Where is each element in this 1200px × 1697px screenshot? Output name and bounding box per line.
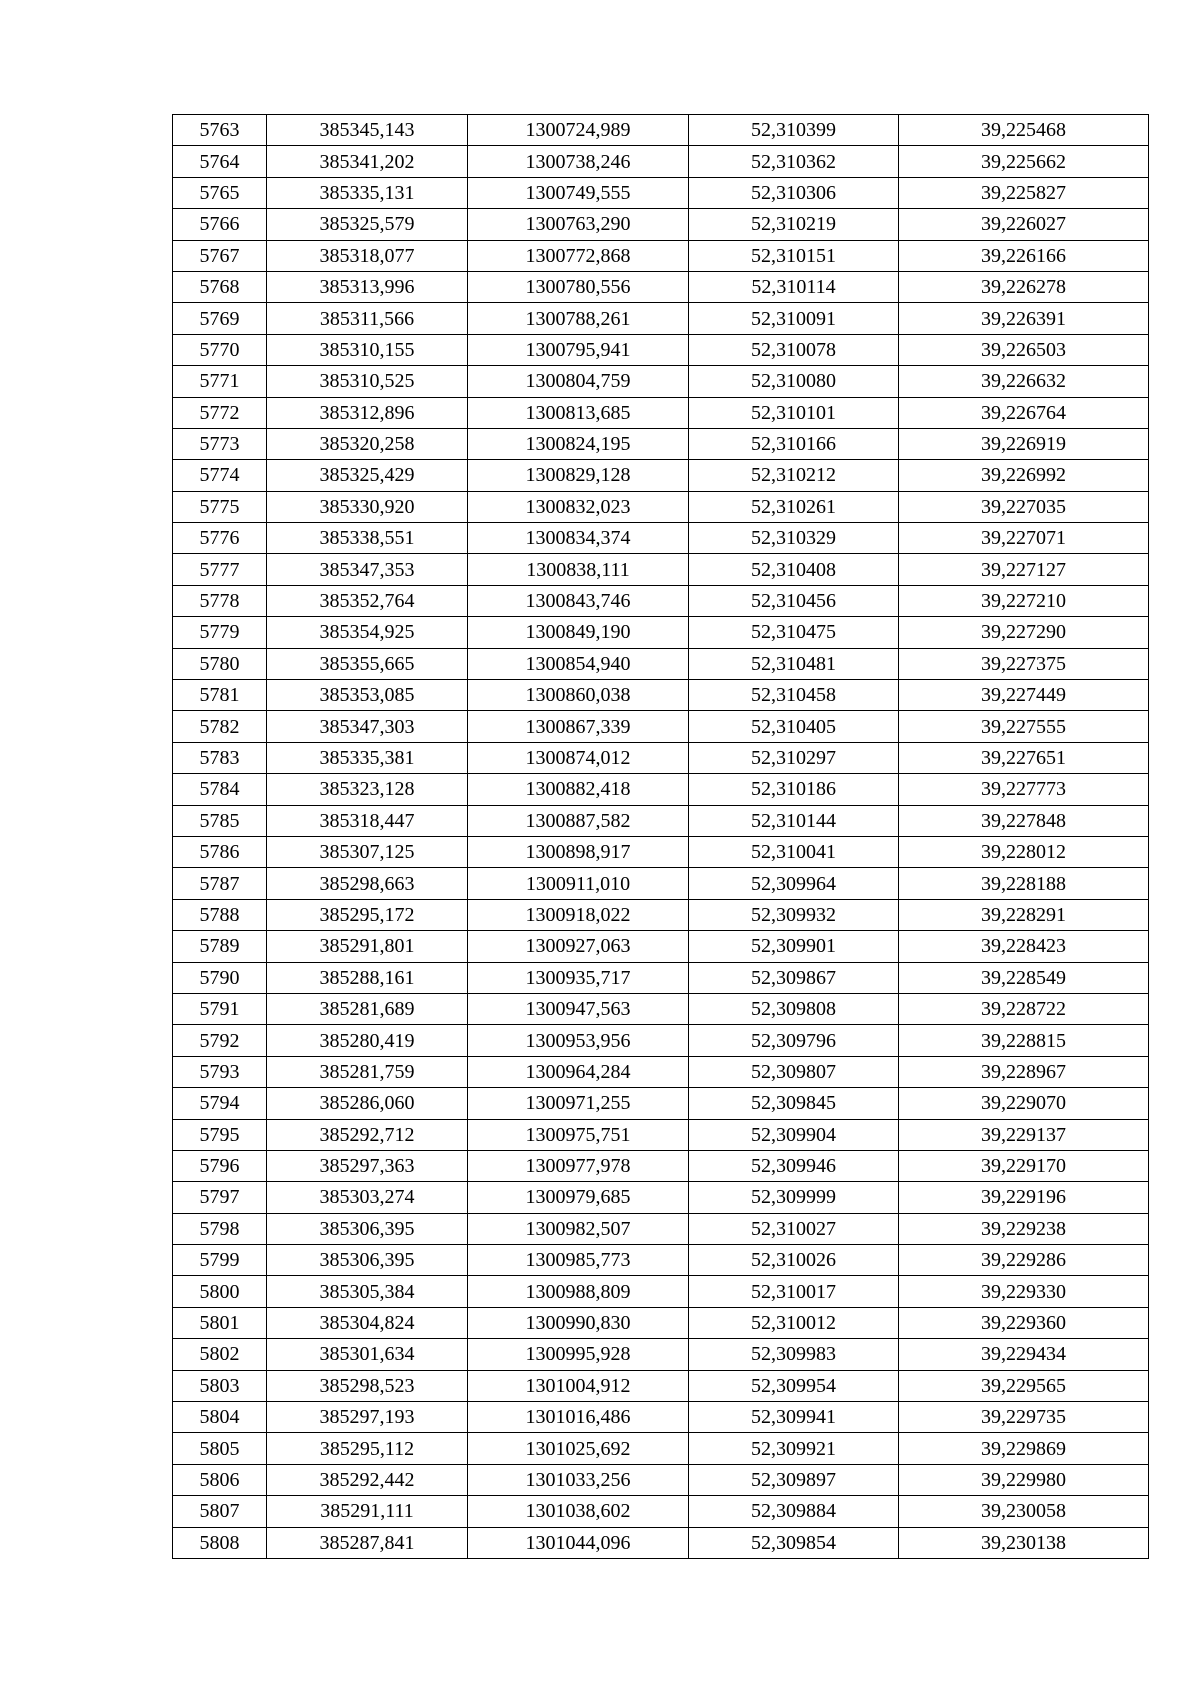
table-row xyxy=(173,1496,1149,1527)
longitude-cell: 39,228423 xyxy=(899,931,1149,962)
longitude-cell: 39,226632 xyxy=(899,366,1149,397)
longitude-cell: 39,229070 xyxy=(899,1088,1149,1119)
x-coordinate-cell: 385318,077 xyxy=(267,240,468,271)
point-number-cell: 5805 xyxy=(173,1433,267,1464)
x-coordinate-cell: 385298,663 xyxy=(267,868,468,899)
latitude-cell: 52,309796 xyxy=(689,1025,899,1056)
point-number-cell: 5775 xyxy=(173,491,267,522)
y-coordinate-cell: 1301025,692 xyxy=(468,1433,689,1464)
latitude-cell: 52,310475 xyxy=(689,617,899,648)
x-coordinate-cell: 385341,202 xyxy=(267,146,468,177)
x-coordinate-cell: 385286,060 xyxy=(267,1088,468,1119)
y-coordinate-cell: 1300834,374 xyxy=(468,523,689,554)
y-coordinate-cell: 1300849,190 xyxy=(468,617,689,648)
table-row xyxy=(173,711,1149,742)
longitude-cell: 39,228549 xyxy=(899,962,1149,993)
latitude-cell: 52,309954 xyxy=(689,1370,899,1401)
table-row xyxy=(173,460,1149,491)
y-coordinate-cell: 1300772,868 xyxy=(468,240,689,271)
longitude-cell: 39,227375 xyxy=(899,648,1149,679)
longitude-cell: 39,229980 xyxy=(899,1464,1149,1495)
longitude-cell: 39,227290 xyxy=(899,617,1149,648)
x-coordinate-cell: 385292,442 xyxy=(267,1464,468,1495)
longitude-cell: 39,227127 xyxy=(899,554,1149,585)
x-coordinate-cell: 385311,566 xyxy=(267,303,468,334)
table-row xyxy=(173,240,1149,271)
y-coordinate-cell: 1300867,339 xyxy=(468,711,689,742)
point-number-cell: 5784 xyxy=(173,774,267,805)
point-number-cell: 5795 xyxy=(173,1119,267,1150)
latitude-cell: 52,309884 xyxy=(689,1496,899,1527)
latitude-cell: 52,310329 xyxy=(689,523,899,554)
latitude-cell: 52,310186 xyxy=(689,774,899,805)
longitude-cell: 39,225468 xyxy=(899,115,1149,146)
latitude-cell: 52,310091 xyxy=(689,303,899,334)
table-row xyxy=(173,1150,1149,1181)
table-row xyxy=(173,617,1149,648)
y-coordinate-cell: 1300982,507 xyxy=(468,1213,689,1244)
point-number-cell: 5780 xyxy=(173,648,267,679)
x-coordinate-cell: 385295,172 xyxy=(267,899,468,930)
latitude-cell: 52,309845 xyxy=(689,1088,899,1119)
x-coordinate-cell: 385312,896 xyxy=(267,397,468,428)
longitude-cell: 39,226503 xyxy=(899,334,1149,365)
longitude-cell: 39,227035 xyxy=(899,491,1149,522)
y-coordinate-cell: 1300988,809 xyxy=(468,1276,689,1307)
y-coordinate-cell: 1300979,685 xyxy=(468,1182,689,1213)
table-row xyxy=(173,1213,1149,1244)
point-number-cell: 5778 xyxy=(173,585,267,616)
y-coordinate-cell: 1300990,830 xyxy=(468,1307,689,1338)
x-coordinate-cell: 385355,665 xyxy=(267,648,468,679)
latitude-cell: 52,309964 xyxy=(689,868,899,899)
y-coordinate-cell: 1300977,978 xyxy=(468,1150,689,1181)
y-coordinate-cell: 1300804,759 xyxy=(468,366,689,397)
x-coordinate-cell: 385303,274 xyxy=(267,1182,468,1213)
point-number-cell: 5763 xyxy=(173,115,267,146)
x-coordinate-cell: 385354,925 xyxy=(267,617,468,648)
longitude-cell: 39,227210 xyxy=(899,585,1149,616)
point-number-cell: 5807 xyxy=(173,1496,267,1527)
longitude-cell: 39,229196 xyxy=(899,1182,1149,1213)
point-number-cell: 5803 xyxy=(173,1370,267,1401)
longitude-cell: 39,226992 xyxy=(899,460,1149,491)
latitude-cell: 52,310408 xyxy=(689,554,899,585)
y-coordinate-cell: 1300882,418 xyxy=(468,774,689,805)
point-number-cell: 5782 xyxy=(173,711,267,742)
y-coordinate-cell: 1300795,941 xyxy=(468,334,689,365)
table-row xyxy=(173,962,1149,993)
y-coordinate-cell: 1300780,556 xyxy=(468,271,689,302)
point-number-cell: 5806 xyxy=(173,1464,267,1495)
point-number-cell: 5797 xyxy=(173,1182,267,1213)
y-coordinate-cell: 1300985,773 xyxy=(468,1245,689,1276)
point-number-cell: 5793 xyxy=(173,1056,267,1087)
y-coordinate-cell: 1300854,940 xyxy=(468,648,689,679)
longitude-cell: 39,226027 xyxy=(899,209,1149,240)
y-coordinate-cell: 1300738,246 xyxy=(468,146,689,177)
x-coordinate-cell: 385304,824 xyxy=(267,1307,468,1338)
longitude-cell: 39,226919 xyxy=(899,428,1149,459)
x-coordinate-cell: 385297,363 xyxy=(267,1150,468,1181)
point-number-cell: 5764 xyxy=(173,146,267,177)
y-coordinate-cell: 1300911,010 xyxy=(468,868,689,899)
longitude-cell: 39,227651 xyxy=(899,742,1149,773)
table-row xyxy=(173,397,1149,428)
x-coordinate-cell: 385306,395 xyxy=(267,1213,468,1244)
longitude-cell: 39,228815 xyxy=(899,1025,1149,1056)
x-coordinate-cell: 385335,131 xyxy=(267,177,468,208)
x-coordinate-cell: 385325,579 xyxy=(267,209,468,240)
latitude-cell: 52,309921 xyxy=(689,1433,899,1464)
point-number-cell: 5779 xyxy=(173,617,267,648)
y-coordinate-cell: 1300995,928 xyxy=(468,1339,689,1370)
point-number-cell: 5788 xyxy=(173,899,267,930)
table-row xyxy=(173,1307,1149,1338)
table-row xyxy=(173,523,1149,554)
point-number-cell: 5777 xyxy=(173,554,267,585)
longitude-cell: 39,229735 xyxy=(899,1402,1149,1433)
point-number-cell: 5774 xyxy=(173,460,267,491)
table-row xyxy=(173,491,1149,522)
y-coordinate-cell: 1300843,746 xyxy=(468,585,689,616)
x-coordinate-cell: 385307,125 xyxy=(267,836,468,867)
latitude-cell: 52,310212 xyxy=(689,460,899,491)
latitude-cell: 52,309867 xyxy=(689,962,899,993)
x-coordinate-cell: 385338,551 xyxy=(267,523,468,554)
y-coordinate-cell: 1300947,563 xyxy=(468,993,689,1024)
latitude-cell: 52,310456 xyxy=(689,585,899,616)
longitude-cell: 39,229565 xyxy=(899,1370,1149,1401)
longitude-cell: 39,227071 xyxy=(899,523,1149,554)
x-coordinate-cell: 385291,801 xyxy=(267,931,468,962)
x-coordinate-cell: 385281,759 xyxy=(267,1056,468,1087)
table-row xyxy=(173,554,1149,585)
point-number-cell: 5804 xyxy=(173,1402,267,1433)
point-number-cell: 5776 xyxy=(173,523,267,554)
y-coordinate-cell: 1300874,012 xyxy=(468,742,689,773)
point-number-cell: 5790 xyxy=(173,962,267,993)
y-coordinate-cell: 1300813,685 xyxy=(468,397,689,428)
table-row xyxy=(173,585,1149,616)
latitude-cell: 52,310261 xyxy=(689,491,899,522)
point-number-cell: 5794 xyxy=(173,1088,267,1119)
latitude-cell: 52,310297 xyxy=(689,742,899,773)
latitude-cell: 52,309807 xyxy=(689,1056,899,1087)
point-number-cell: 5769 xyxy=(173,303,267,334)
y-coordinate-cell: 1300838,111 xyxy=(468,554,689,585)
table-row xyxy=(173,1245,1149,1276)
latitude-cell: 52,310458 xyxy=(689,680,899,711)
latitude-cell: 52,309901 xyxy=(689,931,899,962)
table-row xyxy=(173,115,1149,146)
latitude-cell: 52,309946 xyxy=(689,1150,899,1181)
x-coordinate-cell: 385320,258 xyxy=(267,428,468,459)
coordinates-table xyxy=(172,114,1149,1559)
latitude-cell: 52,309808 xyxy=(689,993,899,1024)
point-number-cell: 5768 xyxy=(173,271,267,302)
point-number-cell: 5781 xyxy=(173,680,267,711)
y-coordinate-cell: 1300898,917 xyxy=(468,836,689,867)
x-coordinate-cell: 385281,689 xyxy=(267,993,468,1024)
y-coordinate-cell: 1301004,912 xyxy=(468,1370,689,1401)
point-number-cell: 5802 xyxy=(173,1339,267,1370)
latitude-cell: 52,309932 xyxy=(689,899,899,930)
table-row xyxy=(173,1464,1149,1495)
x-coordinate-cell: 385347,303 xyxy=(267,711,468,742)
table-row xyxy=(173,366,1149,397)
x-coordinate-cell: 385330,920 xyxy=(267,491,468,522)
table-row xyxy=(173,303,1149,334)
point-number-cell: 5770 xyxy=(173,334,267,365)
longitude-cell: 39,228722 xyxy=(899,993,1149,1024)
longitude-cell: 39,229286 xyxy=(899,1245,1149,1276)
longitude-cell: 39,228967 xyxy=(899,1056,1149,1087)
table-row xyxy=(173,1433,1149,1464)
x-coordinate-cell: 385347,353 xyxy=(267,554,468,585)
longitude-cell: 39,226391 xyxy=(899,303,1149,334)
table-row xyxy=(173,993,1149,1024)
x-coordinate-cell: 385318,447 xyxy=(267,805,468,836)
longitude-cell: 39,225662 xyxy=(899,146,1149,177)
latitude-cell: 52,309999 xyxy=(689,1182,899,1213)
table-row xyxy=(173,742,1149,773)
y-coordinate-cell: 1301044,096 xyxy=(468,1527,689,1558)
x-coordinate-cell: 385291,111 xyxy=(267,1496,468,1527)
point-number-cell: 5798 xyxy=(173,1213,267,1244)
latitude-cell: 52,310166 xyxy=(689,428,899,459)
y-coordinate-cell: 1300788,261 xyxy=(468,303,689,334)
longitude-cell: 39,229170 xyxy=(899,1150,1149,1181)
latitude-cell: 52,310481 xyxy=(689,648,899,679)
y-coordinate-cell: 1300887,582 xyxy=(468,805,689,836)
latitude-cell: 52,310151 xyxy=(689,240,899,271)
y-coordinate-cell: 1300749,555 xyxy=(468,177,689,208)
point-number-cell: 5801 xyxy=(173,1307,267,1338)
y-coordinate-cell: 1300763,290 xyxy=(468,209,689,240)
latitude-cell: 52,310041 xyxy=(689,836,899,867)
longitude-cell: 39,226166 xyxy=(899,240,1149,271)
longitude-cell: 39,229330 xyxy=(899,1276,1149,1307)
longitude-cell: 39,228012 xyxy=(899,836,1149,867)
latitude-cell: 52,310101 xyxy=(689,397,899,428)
y-coordinate-cell: 1300964,284 xyxy=(468,1056,689,1087)
x-coordinate-cell: 385306,395 xyxy=(267,1245,468,1276)
point-number-cell: 5787 xyxy=(173,868,267,899)
x-coordinate-cell: 385345,143 xyxy=(267,115,468,146)
longitude-cell: 39,229360 xyxy=(899,1307,1149,1338)
latitude-cell: 52,310027 xyxy=(689,1213,899,1244)
y-coordinate-cell: 1300975,751 xyxy=(468,1119,689,1150)
table-row xyxy=(173,428,1149,459)
longitude-cell: 39,227555 xyxy=(899,711,1149,742)
table-row xyxy=(173,1370,1149,1401)
latitude-cell: 52,309904 xyxy=(689,1119,899,1150)
latitude-cell: 52,310399 xyxy=(689,115,899,146)
longitude-cell: 39,227773 xyxy=(899,774,1149,805)
x-coordinate-cell: 385292,712 xyxy=(267,1119,468,1150)
x-coordinate-cell: 385298,523 xyxy=(267,1370,468,1401)
table-row xyxy=(173,805,1149,836)
point-number-cell: 5791 xyxy=(173,993,267,1024)
y-coordinate-cell: 1300953,956 xyxy=(468,1025,689,1056)
latitude-cell: 52,310080 xyxy=(689,366,899,397)
table-row xyxy=(173,868,1149,899)
table-row xyxy=(173,1025,1149,1056)
latitude-cell: 52,310026 xyxy=(689,1245,899,1276)
x-coordinate-cell: 385295,112 xyxy=(267,1433,468,1464)
table-row xyxy=(173,177,1149,208)
y-coordinate-cell: 1300918,022 xyxy=(468,899,689,930)
table-row xyxy=(173,1088,1149,1119)
table-row xyxy=(173,1402,1149,1433)
point-number-cell: 5765 xyxy=(173,177,267,208)
latitude-cell: 52,310405 xyxy=(689,711,899,742)
table-row xyxy=(173,209,1149,240)
y-coordinate-cell: 1300971,255 xyxy=(468,1088,689,1119)
y-coordinate-cell: 1300829,128 xyxy=(468,460,689,491)
point-number-cell: 5789 xyxy=(173,931,267,962)
table-row xyxy=(173,146,1149,177)
x-coordinate-cell: 385301,634 xyxy=(267,1339,468,1370)
latitude-cell: 52,310078 xyxy=(689,334,899,365)
table-row xyxy=(173,1119,1149,1150)
table-row xyxy=(173,836,1149,867)
table-row xyxy=(173,774,1149,805)
x-coordinate-cell: 385305,384 xyxy=(267,1276,468,1307)
latitude-cell: 52,309983 xyxy=(689,1339,899,1370)
y-coordinate-cell: 1300927,063 xyxy=(468,931,689,962)
y-coordinate-cell: 1301016,486 xyxy=(468,1402,689,1433)
longitude-cell: 39,229137 xyxy=(899,1119,1149,1150)
longitude-cell: 39,228188 xyxy=(899,868,1149,899)
table-row xyxy=(173,1056,1149,1087)
point-number-cell: 5766 xyxy=(173,209,267,240)
point-number-cell: 5767 xyxy=(173,240,267,271)
x-coordinate-cell: 385352,764 xyxy=(267,585,468,616)
latitude-cell: 52,310219 xyxy=(689,209,899,240)
point-number-cell: 5799 xyxy=(173,1245,267,1276)
point-number-cell: 5773 xyxy=(173,428,267,459)
x-coordinate-cell: 385313,996 xyxy=(267,271,468,302)
x-coordinate-cell: 385287,841 xyxy=(267,1527,468,1558)
x-coordinate-cell: 385288,161 xyxy=(267,962,468,993)
y-coordinate-cell: 1301033,256 xyxy=(468,1464,689,1495)
longitude-cell: 39,229434 xyxy=(899,1339,1149,1370)
y-coordinate-cell: 1300824,195 xyxy=(468,428,689,459)
longitude-cell: 39,230058 xyxy=(899,1496,1149,1527)
point-number-cell: 5785 xyxy=(173,805,267,836)
longitude-cell: 39,227449 xyxy=(899,680,1149,711)
y-coordinate-cell: 1301038,602 xyxy=(468,1496,689,1527)
longitude-cell: 39,230138 xyxy=(899,1527,1149,1558)
longitude-cell: 39,229238 xyxy=(899,1213,1149,1244)
x-coordinate-cell: 385323,128 xyxy=(267,774,468,805)
table-row xyxy=(173,648,1149,679)
table-row xyxy=(173,334,1149,365)
latitude-cell: 52,310114 xyxy=(689,271,899,302)
longitude-cell: 39,226278 xyxy=(899,271,1149,302)
y-coordinate-cell: 1300832,023 xyxy=(468,491,689,522)
x-coordinate-cell: 385335,381 xyxy=(267,742,468,773)
point-number-cell: 5796 xyxy=(173,1150,267,1181)
y-coordinate-cell: 1300860,038 xyxy=(468,680,689,711)
longitude-cell: 39,228291 xyxy=(899,899,1149,930)
table-row xyxy=(173,899,1149,930)
x-coordinate-cell: 385325,429 xyxy=(267,460,468,491)
y-coordinate-cell: 1300724,989 xyxy=(468,115,689,146)
point-number-cell: 5808 xyxy=(173,1527,267,1558)
point-number-cell: 5783 xyxy=(173,742,267,773)
latitude-cell: 52,310012 xyxy=(689,1307,899,1338)
x-coordinate-cell: 385297,193 xyxy=(267,1402,468,1433)
latitude-cell: 52,310017 xyxy=(689,1276,899,1307)
table-body xyxy=(173,115,1149,1559)
x-coordinate-cell: 385310,155 xyxy=(267,334,468,365)
point-number-cell: 5800 xyxy=(173,1276,267,1307)
table-row xyxy=(173,1182,1149,1213)
latitude-cell: 52,310362 xyxy=(689,146,899,177)
table-row xyxy=(173,1527,1149,1558)
latitude-cell: 52,309854 xyxy=(689,1527,899,1558)
x-coordinate-cell: 385353,085 xyxy=(267,680,468,711)
latitude-cell: 52,309941 xyxy=(689,1402,899,1433)
longitude-cell: 39,226764 xyxy=(899,397,1149,428)
y-coordinate-cell: 1300935,717 xyxy=(468,962,689,993)
latitude-cell: 52,309897 xyxy=(689,1464,899,1495)
point-number-cell: 5786 xyxy=(173,836,267,867)
table-row xyxy=(173,680,1149,711)
latitude-cell: 52,310144 xyxy=(689,805,899,836)
point-number-cell: 5792 xyxy=(173,1025,267,1056)
table-row xyxy=(173,931,1149,962)
longitude-cell: 39,227848 xyxy=(899,805,1149,836)
table-row xyxy=(173,1339,1149,1370)
x-coordinate-cell: 385280,419 xyxy=(267,1025,468,1056)
longitude-cell: 39,229869 xyxy=(899,1433,1149,1464)
point-number-cell: 5772 xyxy=(173,397,267,428)
point-number-cell: 5771 xyxy=(173,366,267,397)
longitude-cell: 39,225827 xyxy=(899,177,1149,208)
latitude-cell: 52,310306 xyxy=(689,177,899,208)
x-coordinate-cell: 385310,525 xyxy=(267,366,468,397)
table-row xyxy=(173,1276,1149,1307)
table-row xyxy=(173,271,1149,302)
